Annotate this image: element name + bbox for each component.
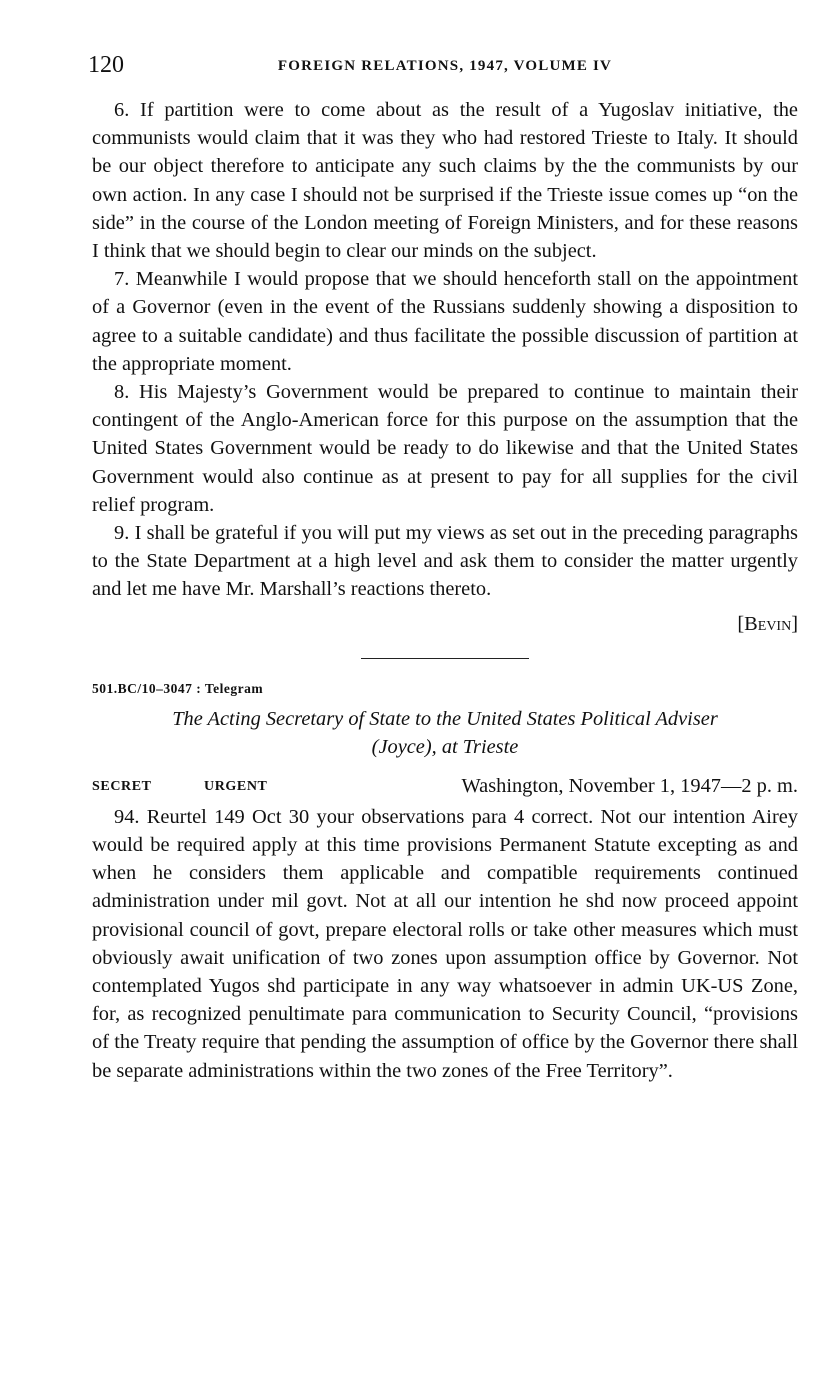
paragraph-6: 6. If partition were to come about as the result of a Yugoslav initiative, the communists would claim that it was they who had restored Trieste to Italy. It should be our object therefore to anticipate any such claims by the the communists by our own action. In any case I should not be surprised if the Trieste issue comes up “on the side” in the course of the London meeting of Foreign Ministers, and for these reasons I think that we should begin to clear our minds on the subject. — [92, 99, 798, 263]
classification-urgent: URGENT — [204, 778, 268, 794]
document-title-line-1: The Acting Secretary of State to the United States Political Adviser — [172, 707, 718, 730]
file-reference: 501.BC/10–3047 : Telegram — [92, 680, 264, 696]
paragraph-9: 9. I shall be grateful if you will put my views as set out in the preceding paragraphs to the State Department at a high level and ask them to consider the matter urgently and let me have Mr. Marshall’s reactions thereto. — [92, 522, 798, 601]
document-title — [92, 705, 798, 761]
paragraph-7: 7. Meanwhile I would propose that we should henceforth stall on the appointment of a Governor (even in the event of the Russians suddenly showing a disposition to agree to a suitable candidate) and thus facilitate the possible discussion of partition at the appropriate moment. — [92, 268, 798, 375]
signature — [92, 610, 798, 638]
page-header — [88, 50, 798, 84]
dateline: Washington, November 1, 1947—2 p. m. — [461, 774, 798, 797]
page-body — [92, 96, 798, 1085]
telegram-body: 94. Reurtel 149 Oct 30 your observations para 4 correct. Not our intention Airey would be required apply at this time provisions Permanent Statute excepting as and when he considers them applicable and compatible requirements continued administration under mil govt. Not at all our intention he shd now proceed appoint provisional council of govt, prepare electoral rolls or take other measures which must obviously await unification of two zones upon assumption office by Governor. Not contemplated Yugos shd participate in any way whatsoever in admin UK-US Zone, for, as recognized penultimate para communication to Security Council, “provisions of the Treaty require that pending the assumption of office by the Governor there shall be separate administrations within the two zones of the Free Territory”. — [92, 805, 798, 1082]
section-divider — [361, 658, 529, 659]
page-number: 120 — [88, 52, 124, 78]
dateline-row — [92, 775, 798, 803]
document-title-line-2: (Joyce), at Trieste — [371, 735, 519, 758]
signature-text: [Bevin] — [737, 612, 798, 635]
classification-secret: SECRET — [92, 778, 152, 794]
running-head: FOREIGN RELATIONS, 1947, VOLUME IV — [277, 58, 613, 74]
paragraph-8: 8. His Majesty’s Government would be prepared to continue to maintain their contingent of the Anglo-American force for this purpose on the assumption that the United States Government would be ready to do likewise and that the United States Government would also continue as at present to pay for all supplies for the civil relief program. — [92, 381, 798, 516]
